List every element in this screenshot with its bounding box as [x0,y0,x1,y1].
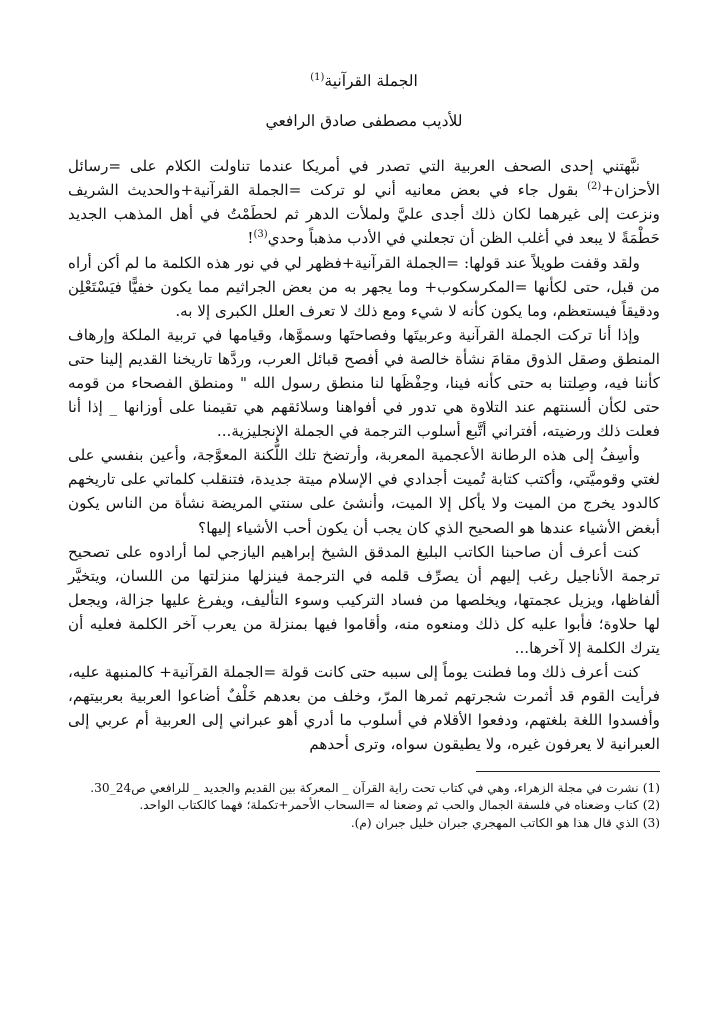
paragraph-text: وأسِفُ إلى هذه الرطانة الأعجمية المعربة، وأرتضخ تلك اللُّكنة المعوَّجة، وأعين بنفسي على لغتي وقوميَّتي، وأكتب كتابة تُميت أجدادي في الإسلام ميتة جديدة، فتنقلب كلماتي على تاريخهم كالدود يخرج من الميت ولا يأكل إلا الميت، وأنشئ على سنتي المريضة نشأة من الناس يكون أبغض الأشياء عندها هو الصحيح الذي كان يجب أن يكون أحب الأشياء إليها؟ [68,446,660,537]
footnote-text: نشرت في مجلة الزهراء، وهي في كتاب تحت راية القرآن _ المعركة بين القديم والجديد _ للرافعي ص24_30. [90,780,639,795]
paragraph-text: ولقد وقفت طويلاً عند قولها: =الجملة القرآنية+فظهر لي في نور هذه الكلمة ما لم أكن أراه من قبل، حتى لكأنها =المكرسكوب+ وما يجهر به من بعض الجراثيم مما يكون خفيًّا فيَسْتَعْلِن ودقيقاً فيستعظم، وما يكون كأنه لا شيء ومع ذلك لا تعرف العلل الكبرى إلا به. [68,253,660,320]
footnote [68,797,660,815]
footnote-number: (3) [642,815,660,830]
paragraph [68,323,660,443]
document-page [68,56,660,1012]
footnote-number: (2) [642,798,660,812]
footnote [68,780,660,798]
paragraph-text: نبَّهتني إحدى الصحف العربية التي تصدر في أمريكا عندما تناولت الكلام على =رسائل الأحزان+ [68,157,660,200]
footnote-number: (1) [642,780,660,795]
paragraph-text: كنت أعرف أن صاحبنا الكاتب البليغ المدقق الشيخ إبراهيم اليازجي لما أرادوه على تصحيح ترجمة الأناجيل رغب إليهم أن يصرِّف قلمه في الترجمة فينزلها منزلتها من اللسان، ويتخيَّر ألفاظها، ويزيل عجمتها، ويخلصها من فساد التركيب وسوء التأليف، ويفرغ عليها جزالة، ويجعل لها حلاوة؛ فأبوا عليه كل ذلك ومنعوه منه، وأقاموا فيها بمنزلة من يعرب آخر الكلمة فعليه أن يترك الكلمة إلا آخرها... [68,542,660,658]
article-body [68,154,660,756]
footnote-marker: (3) [253,229,268,241]
footnote-separator [476,771,660,772]
footnote-marker: (2) [587,181,602,193]
page-title [68,66,660,93]
paragraph [68,660,660,756]
paragraph-text: وإذا أنا تركت الجملة القرآنية وعربيتَها وفصاحتَها وسموَّها، وقيامها في تربية الملكة وإرهاف المنطق وصقل الذوق مقامَ نشأة خالصة في أفصح قبائل العرب، وردَّها تاريخنا القديم إلينا حتى كأننا فيه، وصِلتنا به حتى كأنه فينا، وحِفْظَها لنا منطق رسول الله " ومنطق الفصحاء من قومه حتى لكأن ألسنتهم عند التلاوة هي تدور في أفواهنا وسلائقهم هي تقيمنا على أوزانها _ إذا أنا فعلت ذلك ورضيته، أفتراني أتَّبع أسلوب الترجمة في الجملة الإنجليزية... [68,325,660,441]
paragraph [68,154,660,250]
footnote-text: كتاب وضعناه في فلسفة الجمال والحب ثم وضعنا له =السحاب الأحمر+تكملة؛ فهما كالكتاب الواحد. [139,798,639,812]
author-line: للأديب مصطفى صادق الرافعي [265,112,463,131]
paragraph-text: كنت أعرف ذلك وما فطنت يوماً إلى سببه حتى كانت قولة =الجملة القرآنية+ كالمنبهة عليه، فرأيت القوم قد أثمرت شجرتهم ثمرها المرّ، وخلف من بعدهم خَلْفٌ أضاعوا العربية بعربيتهم، وأفسدوا اللغة بلغتهم، ودفعوا الأقلام في أسلوب ما أدري أهو عبراني إلى العربية أم عربي إلى العبرانية لا يعرفون غيره، ولا يطيقون سواه، وترى أحدهم [68,663,660,754]
footnotes [68,780,660,833]
paragraph-text: ! [247,229,254,248]
title-footnote-marker: (1) [310,72,325,83]
paragraph [68,540,660,660]
footnote [68,815,660,833]
paragraph-text: بقول جاء في بعض معانيه أني لو تركت =الجملة القرآنية+والحديث الشريف ونزعت إلى غيرهما لكان ذلك أجدى عليَّ ولملأت الدهر ثم لحطَمْتُ في أهل المذهب الجديد حَطْمَةً لا يبعد في أغلب الظن أن تجعلني في الأدب مذهباً وحدي [68,181,660,248]
footnote-text: الذي قال هذا هو الكاتب المهجري جبران خليل جبران (م). [350,815,639,830]
paragraph [68,251,660,323]
paragraph [68,443,660,539]
title-text: الجملة القرآنية [324,72,418,91]
